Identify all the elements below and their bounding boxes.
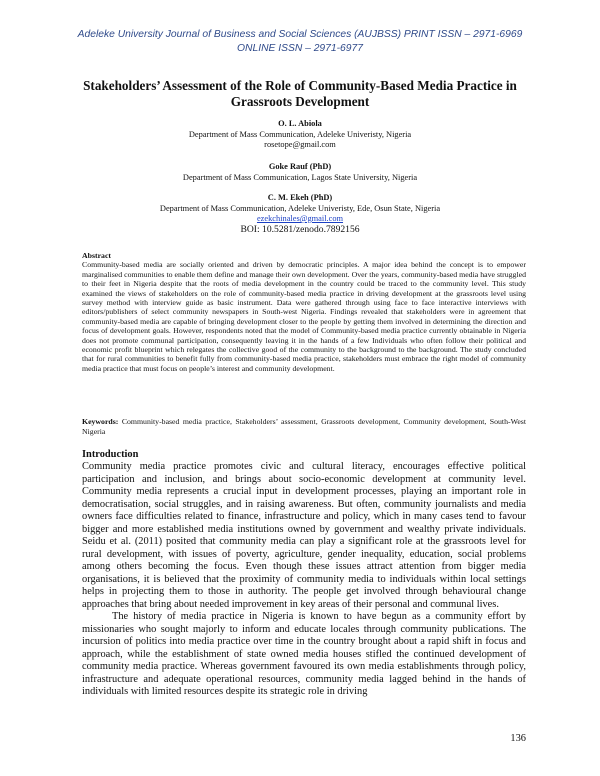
author-block-2 [60,162,540,183]
introduction-paragraph-2: The history of media practice in Nigeria is known to have begun as a community effort by missionaries who sought majorly to inform and educate locales through community publications. The incursion of politics into media practice over time in the country brought about a rapid shift in focus and approach, while the establishment of state owned media houses stifled the continued development of community media practice. Whereas government favoured its own media establishments through policy, infrastructure and adequate operational resources, community media lagged behind in the hands of individuals with limited resources despite its strategic role in driving [82,611,526,697]
abstract-text: Community-based media are socially oriented and driven by democratic principles. A major idea behind the concept is to empower marginalised communities to enable them define and manage their own development. Over the years, community-based media have struggled to their feet in Nigeria despite that the roots of media development in the country could be traced to the community level. This study examined the views of stakeholders on the role of community-based media practice in driving development at the grassroots level using survey method with interview guide as basic instrument. Data were gathered through using face to face interactive interviews with editors/publishers of select community newspapers in South-west Nigeria. Findings revealed that stakeholders were in agreement that community-based media are capable of bringing development closer to the people by getting them involved in determining the direction and focus of development goals. However, respondents noted that the model of Community-based media practice currently obtainable in Nigeria does not promote communal participation, consequently leaving it in the hands of a few Individuals who often follow their political and economic profit blueprint which relegates the collective good of the community to the background to the background. The study concluded that for rural communities to benefit fully from community-based media practice, stakeholders must embrace the right model of community media practice that must focus on people’s interest and community development. [82,260,526,373]
author-affiliation: Department of Mass Communication, Lagos State University, Nigeria [182,172,418,182]
author-affiliation: Department of Mass Communication, Adeleke Univeristy, Ede, Osun State, Nigeria [159,203,441,213]
author-email: rosetope@gmail.com [264,140,336,149]
paper-title: Stakeholders’ Assessment of the Role of Community-Based Media Practice in Grassroots Development [83,78,517,109]
introduction-paragraph-1: Community media practice promotes civic and cultural literacy, encourages effective political participation and inclusion, and brings about socio-economic development at community level. Community media represents a crucial input in development processes, playing an important role in democratisation, social struggles, and in raising awareness. But often, community journalists and media owners face difficulties related to finance, infrastructure and policy, which in many cases tend to favour bigger and more established media institutions owned by government and wealthy private individuals. Seidu et al. (2011) posited that community media can play a significant role at the grassroots level for rural development, with issues of poverty, agriculture, gender inequality, education, social problems among others becoming the focus. Even though these issues attract attention from bigger media organisations, it is believed that the proximity of community media to individuals within local settings helps in projecting them to those in authority. The people get involved through behavioural change approaches that bring about needed improvement in key areas of their personal and communal lives. [82,461,526,610]
author-name: O. L. Abiola [278,119,322,128]
introduction-heading: Introduction [82,449,139,460]
author-affiliation: Department of Mass Communication, Adeleke Univeristy, Nigeria [188,129,412,139]
author-email-link[interactable]: ezekchinales@gmail.com [256,214,344,223]
introduction-body [82,461,526,699]
page-number: 136 [510,733,526,744]
keywords-section [82,417,526,437]
abstract-heading: Abstract [82,251,112,260]
author-block-1 [60,119,540,151]
abstract-section [82,251,526,373]
author-name: C. M. Ekeh (PhD) [267,193,333,202]
journal-header-line-1: Adeleke University Journal of Business and Social Sciences (AUJBSS) PRINT ISSN – 2971-6969 [77,29,523,40]
doi-line: BOI: 10.5281/zenodo.7892156 [240,224,360,235]
author-block-3 [60,193,540,225]
author-name: Goke Rauf (PhD) [268,162,332,171]
keywords-label: Keywords: [82,417,119,426]
journal-header [40,28,560,56]
journal-header-line-2: ONLINE ISSN – 2971-6977 [237,43,363,54]
keywords-text: Community-based media practice, Stakeholders’ assessment, Grassroots development, Community development, South-West Nigeria [82,417,526,436]
